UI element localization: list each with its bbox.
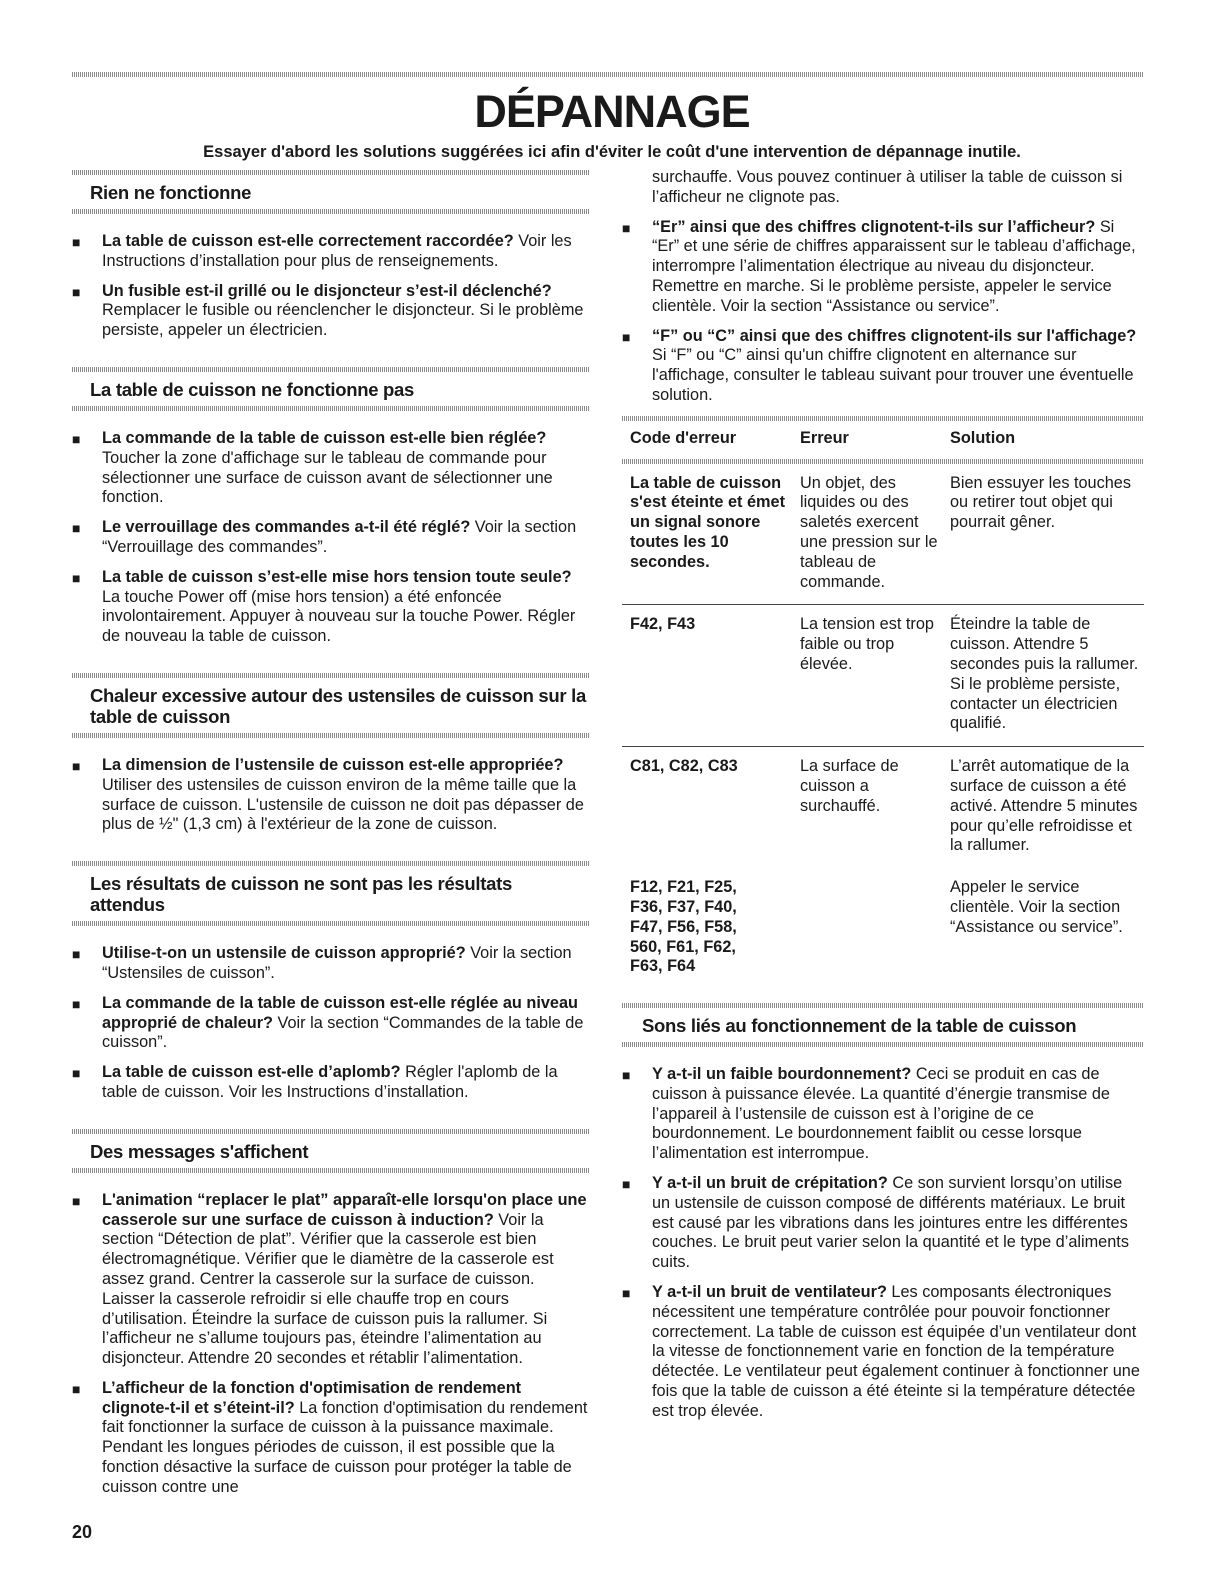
item-answer: Utiliser des ustensiles de cuisson environ de la même taille que la surface de cuisson. L'ustensile de cuisson ne doit pas dépasser de plus de ½" (1,3 cm) à l'extérieur de la zone de cuisson. [102, 775, 584, 834]
bullet-icon: ■ [72, 569, 81, 586]
column-header-error: Erreur [800, 428, 849, 447]
right-column [622, 168, 1144, 1432]
page-title: DÉPANNAGE [474, 86, 750, 137]
section-title: Les résultats de cuisson ne sont pas les résultats attendus [90, 873, 512, 916]
item-answer: Voir la section “Commandes de la table de cuisson”. [102, 1013, 584, 1052]
bullet-icon: ■ [72, 946, 81, 963]
list-item [72, 944, 590, 984]
list-item [72, 232, 590, 272]
item-question: Y a-t-il un bruit de crépitation? [652, 1174, 888, 1193]
item-question: L’afficheur de la fonction d'optimisation de rendement clignote-t-il et s’éteint-il? [102, 1378, 522, 1417]
item-question: “Er” ainsi que des chiffres clignotent-t-ils sur l’afficheur? [652, 217, 1096, 236]
section-heading [72, 1129, 590, 1173]
section-rule [72, 406, 590, 411]
list-item [72, 756, 590, 835]
item-question: La dimension de l’ustensile de cuisson est-elle appropriée? [102, 755, 564, 774]
continued-text: surchauffe. Vous pouvez continuer à utiliser la table de cuisson si l’afficheur ne clignote pas. [652, 168, 1123, 206]
item-list [72, 944, 590, 1103]
section-title: Chaleur excessive autour des ustensiles de cuisson sur la table de cuisson [90, 684, 586, 727]
item-answer: Voir la section “Ustensiles de cuisson”. [102, 944, 572, 982]
cell-solution: Appeler le service clientèle. Voir la section “Assistance ou service”. [950, 878, 1123, 936]
cell-error: La surface de cuisson a surchauffé. [800, 757, 899, 815]
bullet-icon: ■ [72, 1192, 81, 1209]
table-header-row [622, 421, 1144, 459]
list-item [622, 1174, 1144, 1273]
cell-code: F42, F43 [622, 605, 800, 747]
item-answer: La fonction d'optimisation du rendement fait fonctionner la surface de cuisson à la puissance maximale. Pendant les longues périodes de cuisson, il est possible que la fonction désactive la surface de cuisson pour protéger la table de cuisson contre une [102, 1398, 588, 1496]
item-list [72, 232, 590, 341]
item-answer: Si “F” ou “C” ainsi qu'un chiffre clignotent en alternance sur l'affichage, consulter le tableau suivant pour trouver une éventuelle solution. [652, 346, 1134, 404]
section-heading [622, 1003, 1144, 1047]
bullet-icon: ■ [622, 219, 631, 236]
item-question: Y a-t-il un faible bourdonnement? [652, 1065, 912, 1084]
bullet-icon: ■ [622, 1176, 631, 1193]
bullet-icon: ■ [72, 1380, 81, 1397]
item-answer: Ceci se produit en cas de cuisson à puissance élevée. La quantité d’énergie transmise de l’appareil à l’ustensile de cuisson est à l’origine de ce bourdonnement. Le bourdonnement faiblit ou cesse lorsque l’alimentation est interrompue. [652, 1065, 1110, 1163]
item-answer: Ce son survient lorsqu’on utilise un ustensile de cuisson composé de différents matériaux. Le bruit est causé par les vibrations dans les jointures entre les différentes couches. Le bruit peut varier selon la quantité et le type d’aliments cuits. [652, 1174, 1129, 1272]
cell-error: La tension est trop faible ou trop élevée. [800, 605, 950, 747]
item-question: Utilise-t-on un ustensile de cuisson approprié? [102, 944, 466, 963]
item-question: Y a-t-il un bruit de ventilateur? [652, 1283, 887, 1302]
table-row [622, 464, 1144, 605]
item-question: “F” ou “C” ainsi que des chiffres clignotent-ils sur l'affichage? [652, 326, 1137, 345]
item-answer: Remplacer le fusible ou réenclencher le disjoncteur. Si le problème persiste, appeler un électricien. [102, 301, 584, 340]
cell-code: C81, C82, C83 [630, 757, 738, 776]
bullet-icon: ■ [622, 1067, 631, 1084]
bullet-icon: ■ [72, 1065, 81, 1082]
item-question: La table de cuisson est-elle correctement raccordée? [102, 232, 514, 250]
table-row [622, 605, 1144, 747]
list-item [622, 218, 1144, 317]
item-answer: Si “Er” et une série de chiffres apparaissent sur le tableau d’affichage, interrompre l’alimentation électrique au niveau du disjoncteur. Remettre en marche. Si le problème persiste, appeler le service clientèle. Voir la section “Assistance ou service”. [652, 217, 1136, 315]
error-code-table [622, 416, 1144, 989]
section-heading [72, 861, 590, 926]
cell-solution: L’arrêt automatique de la surface de cuisson a été activé. Attendre 5 minutes pour qu’elle refroidisse et la rallumer. [950, 757, 1138, 855]
list-item [72, 518, 590, 558]
cell-error: Un objet, des liquides ou des saletés exercent une pression sur le tableau de commande. [800, 464, 950, 605]
cell-solution: Éteindre la table de cuisson. Attendre 5 secondes puis la rallumer. Si le problème persiste, contacter un électricien qualifié. [950, 605, 1144, 747]
section-rule [72, 733, 590, 738]
section-title: Sons liés au fonctionnement de la table de cuisson [642, 1015, 1077, 1037]
cell-error [800, 868, 950, 989]
item-list [622, 1065, 1144, 1422]
left-column [72, 170, 590, 1508]
item-answer: Régler l'aplomb de la table de cuisson. Voir les Instructions d’installation. [102, 1063, 558, 1101]
list-item [72, 994, 590, 1053]
item-answer: Voir la section “Verrouillage des commandes”. [102, 518, 577, 556]
section-rule [622, 1042, 1144, 1047]
item-answer: La touche Power off (mise hors tension) a été enfoncée involontairement. Appuyer à nouveau sur la touche Power. Régler de nouveau la table de cuisson. [102, 587, 576, 646]
list-item [622, 1065, 1144, 1164]
list-item [622, 327, 1144, 406]
section-title: La table de cuisson ne fonctionne pas [90, 378, 415, 400]
bullet-icon: ■ [72, 234, 81, 250]
item-question: La commande de la table de cuisson est-elle bien réglée? [102, 428, 547, 447]
column-header-code: Code d'erreur [630, 428, 737, 447]
section-heading [72, 367, 590, 411]
bullet-icon: ■ [72, 995, 81, 1012]
cell-code: F12, F21, F25, F36, F37, F40, F47, F56, F58, 560, F61, F62, F63, F64 [630, 878, 737, 976]
item-list [72, 1191, 590, 1498]
table-row [622, 747, 1144, 868]
bullet-icon: ■ [72, 520, 81, 537]
item-answer: Les composants électroniques nécessitent une température contrôlée pour pouvoir fonctionner correctement. La table de cuisson est équipée d’un ventilateur dont la vitesse de fonctionnement varie en fonction de la température détectée. Le ventilateur peut également continuer à fonctionner une fois que la table de cuisson a été éteinte si la température détectée est trop élevée. [652, 1283, 1140, 1420]
section-title: Rien ne fonctionne [90, 182, 252, 203]
item-question: La commande de la table de cuisson est-elle réglée au niveau approprié de chaleur? [102, 993, 578, 1032]
item-list [72, 429, 590, 647]
page-subtitle: Essayer d'abord les solutions suggérées ici afin d'éviter le coût d'une intervention de dépannage inutile. [203, 143, 1021, 161]
list-item [72, 1063, 590, 1103]
list-item [72, 568, 590, 647]
top-rule [72, 72, 1144, 77]
section-heading [72, 170, 590, 214]
page-number: 20 [72, 1522, 93, 1542]
item-list [622, 218, 1144, 406]
bullet-icon: ■ [622, 1285, 631, 1302]
section-title: Des messages s'affichent [90, 1140, 309, 1162]
item-question: La table de cuisson s’est-elle mise hors tension toute seule? [102, 567, 572, 586]
bullet-icon: ■ [72, 757, 81, 774]
list-item [72, 1379, 590, 1498]
item-answer: Toucher la zone d'affichage sur le tableau de commande pour sélectionner une surface de cuisson avant de sélectionner une fonction. [102, 448, 553, 507]
item-answer: Voir les Instructions d’installation pour plus de renseignements. [102, 232, 572, 270]
item-question: La table de cuisson est-elle d’aplomb? [102, 1063, 401, 1082]
table-row [622, 868, 1144, 989]
item-question: Un fusible est-il grillé ou le disjoncteur s’est-il déclenché? [102, 281, 552, 300]
bullet-icon: ■ [72, 430, 81, 447]
list-item [622, 1283, 1144, 1422]
section-heading [72, 673, 590, 738]
bullet-icon: ■ [72, 283, 81, 300]
item-list [72, 756, 590, 835]
bullet-icon: ■ [622, 328, 631, 345]
list-item [72, 282, 590, 341]
item-answer: Voir la section “Détection de plat”. Vérifier que la casserole est bien électromagnétique. Vérifier que le diamètre de la casserole est assez grand. Centrer la casserole sur la surface de cuisson. Laisser la casserole refroidir si elle chauffe trop en cours d’utilisation. Éteindre la surface de cuisson puis la rallumer. Si l’afficheur ne s’allume toujours pas, éteindre l’alimentation au disjoncteur. Attendre 20 secondes et rétablir l’alimentation. [102, 1210, 554, 1368]
cell-solution: Bien essuyer les touches ou retirer tout objet qui pourrait gêner. [950, 464, 1144, 605]
item-question: Le verrouillage des commandes a-t-il été réglé? [102, 518, 471, 537]
column-header-solution: Solution [950, 428, 1016, 447]
section-rule [72, 921, 590, 926]
item-question: L'animation “replacer le plat” apparaît-elle lorsqu'on place une casserole sur une surface de cuisson à induction? [102, 1190, 587, 1229]
cell-code: La table de cuisson s'est éteinte et émet un signal sonore toutes les 10 secondes. [622, 464, 800, 605]
section-rule [72, 1168, 590, 1173]
list-item [72, 429, 590, 508]
section-rule [72, 209, 590, 214]
list-item [72, 1191, 590, 1369]
